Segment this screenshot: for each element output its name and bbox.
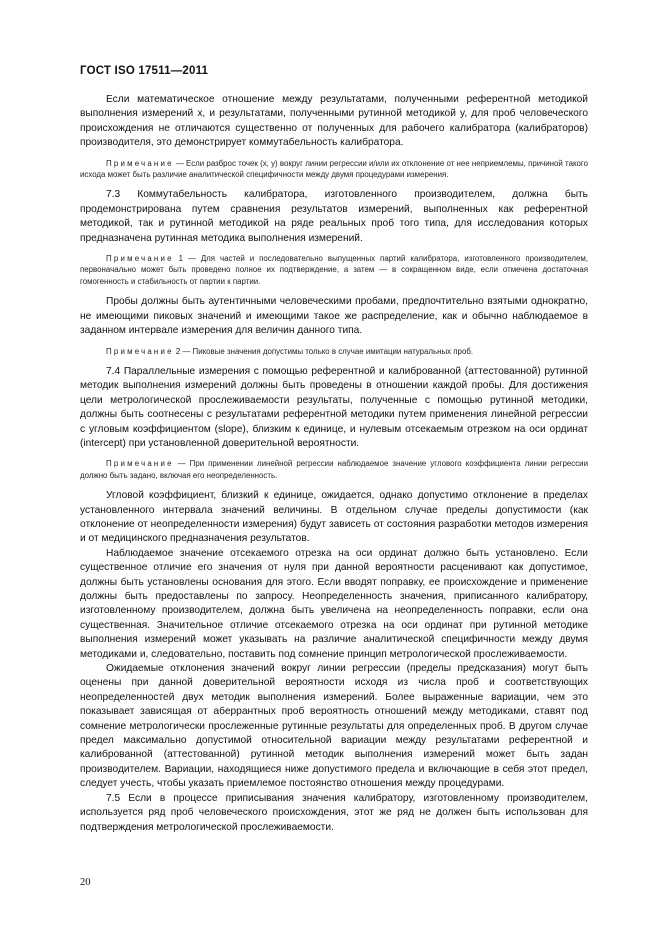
note-label: Примечание: [106, 254, 174, 264]
paragraph-7-4: 7.4 Параллельные измерения с помощью референтной и калиброванной (аттестованной) рутинной методик выполнения измерений должны быть проведены в отношении каждой пробы. Для достижения цели метрологической прослеживаемости результаты, полученные с помощью рутинной методики, должны быть соотнесены с результатами референтной методики путем применения линейной регрессии с угловым коэффициентом (slope), близким к единице, и нулевым отсекаемым отрезком на оси ординат (intercept) при установленной доверительной вероятности.: [80, 365, 588, 449]
note-text: 1 — Для частей и последовательно выпущенных партий калибратора, изготовленного производителем, первоначально может быть проведено полное их подтверждение, а затем — в сокращенном виде, если отмечена достаточная гомогенность и стабильность от партии к партии.: [80, 254, 588, 286]
paragraph-intercept: Наблюдаемое значение отсекаемого отрезка на оси ординат должно быть установлено. Если существенное отличие его значения от нуля при данной вероятности расценивают как допустимое, должны быть установлены основания для этого. Если вводят поправку, ее происхождение и применение должны быть предоставлены по запросу. Неопределенность значения, приписанного калибратору, изготовленному производителем, должна быть увеличена на неопределенность поправки, если она существенная. Значительное отличие отсекаемого отрезка на оси ординат при рутинной методике выполнения измерений может указывать на различие аналитической специфичности между двумя методиками и, следовательно, поставить под сомнение принцип метрологической прослеживаемости.: [80, 547, 588, 660]
note-label: Примечание: [106, 459, 174, 469]
note-3: [80, 346, 588, 357]
note-text: 2 — Пиковые значения допустимы только в случае имитации натуральных проб.: [173, 346, 474, 356]
paragraph-slope: Угловой коэффициент, близкий к единице, ожидается, однако допустимо отклонение в пределах установленного интервала значений величины. В отдельном случае пределы допустимости (как отклонение от неопределенности измерения) будут зависеть от состояния разработки методов измерения и от медицинского предназначения результатов.: [80, 490, 588, 545]
note-label: Примечание: [106, 158, 174, 168]
paragraph-deviations: Ожидаемые отклонения значений вокруг линии регрессии (пределы предсказания) могут быть оценены при данной доверительной вероятности исходя из числа проб и соответствующих неопределенностей двух методик выполнения измерений. Более выраженные вариации, чем это показывает зависящая от аберрантных проб вероятность отношений между методиками, ставят под сомнение метрологически прослеженные рутинные результаты для определенных проб. В другом случае предел максимально допустимой относительной вариации между результатами референтной и калиброванной (аттестованной) рутинной методик выполнения измерений может быть задан производителем. Вариации, находящиеся ниже допустимого предела и включающие в себя этот предел, следует учесть, чтобы указать приемлемое постоянство отношения между процедурами.: [80, 663, 588, 790]
note-label: Примечание: [106, 346, 174, 356]
paragraph-1: Если математическое отношение между результатами, полученными референтной методикой выполнения измерений x, и результатами, полученными рутинной методикой y, для проб человеческого происхождения не отличаются существенно от полученных для рабочего калибратора (калибраторов) производителя, это демонстрирует коммутабельность калибратора.: [80, 94, 588, 149]
document-body: [80, 93, 588, 835]
note-text: — При применении линейной регрессии наблюдаемое значение углового коэффициента линии регрессии должно быть задано, включая его неопределенность.: [80, 459, 588, 480]
page-number: 20: [80, 877, 91, 888]
page-header: ГОСТ ISO 17511—2011: [80, 65, 209, 77]
note-1: [80, 158, 588, 181]
paragraph-7-5: 7.5 Если в процессе приписывания значения калибратору, изготовленному производителем, используется ряд проб человеческого происхождения, этот же ряд не должен быть использован для подтверждения метрологической прослеживаемости.: [80, 792, 588, 833]
paragraph-7-3: 7.3 Коммутабельность калибратора, изготовленного производителем, должна быть продемонстрирована путем сравнения результатов измерений, выполненных как референтной методикой, так и рутинной методикой на ряде реальных проб того типа, для исследования которых предназначена рутинная методика выполнения измерений.: [80, 189, 588, 244]
note-2: [80, 253, 588, 287]
note-4: [80, 458, 588, 481]
paragraph-samples: Пробы должны быть аутентичными человеческими пробами, предпочтительно взятыми однократно, не имеющими пиковых значений и имеющими такое же распределение, как и обычно наблюдаемое в заданном интервале измерения для величин данного типа.: [80, 296, 588, 337]
note-text: — Если разброс точек (x, y) вокруг линии регрессии и/или их отклонение от нее неприемлемы, причиной такого исхода может быть различие аналитической специфичности между двумя процедурами измерения.: [80, 158, 588, 180]
